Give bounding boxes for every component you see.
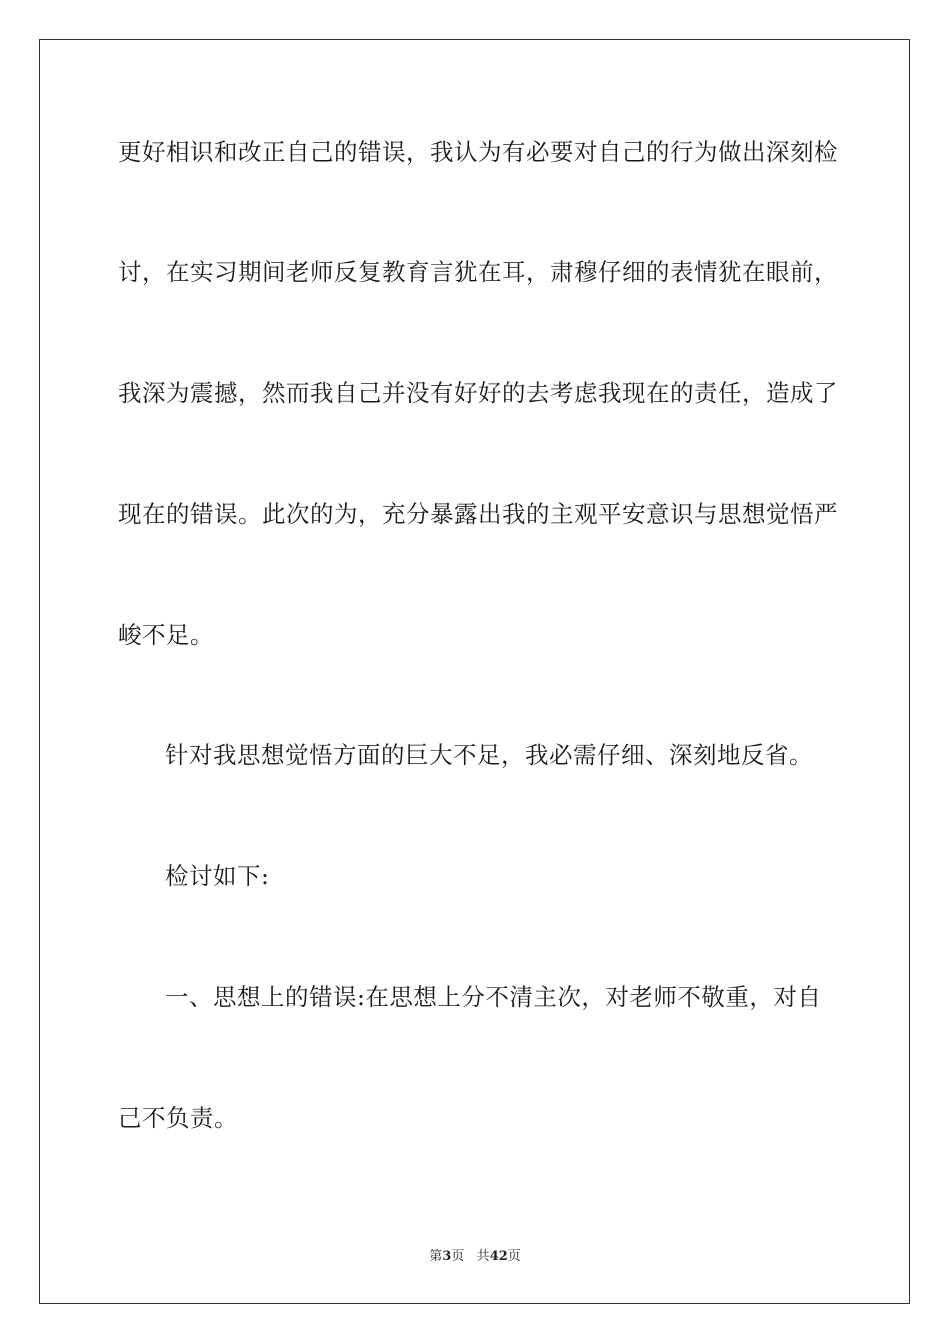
page-footer [0,1248,950,1266]
body-line-5: 峻不足。 [118,621,214,649]
footer-page-prefix: 第 [429,1249,443,1264]
footer-total-suffix: 页 [507,1249,521,1264]
footer-total-pages: 42 [489,1249,508,1264]
body-line-4: 现在的错误。此次的为，充分暴露出我的主观平安意识与思想觉悟严 [118,500,838,528]
footer-page-suffix: 页 [451,1249,465,1264]
body-line-1: 更好相识和改正自己的错误，我认为有必要对自己的行为做出深刻检 [118,138,838,166]
body-line-2: 讨，在实习期间老师反复教育言犹在耳，肃穆仔细的表情犹在眼前， [118,258,838,286]
paragraph-heading: 检讨如下: [165,862,270,890]
list-item-1-line-1: 一、思想上的错误:在思想上分不清主次，对老师不敬重，对自 [165,983,822,1011]
paragraph-intro: 针对我思想觉悟方面的巨大不足，我必需仔细、深刻地反省。 [165,741,813,769]
footer-total-prefix: 共 [476,1249,490,1264]
footer-page-number: 3 [442,1249,452,1264]
body-line-3: 我深为震撼，然而我自己并没有好好的去考虑我现在的责任，造成了 [118,379,838,407]
list-item-1-line-2: 己不负责。 [118,1104,238,1132]
